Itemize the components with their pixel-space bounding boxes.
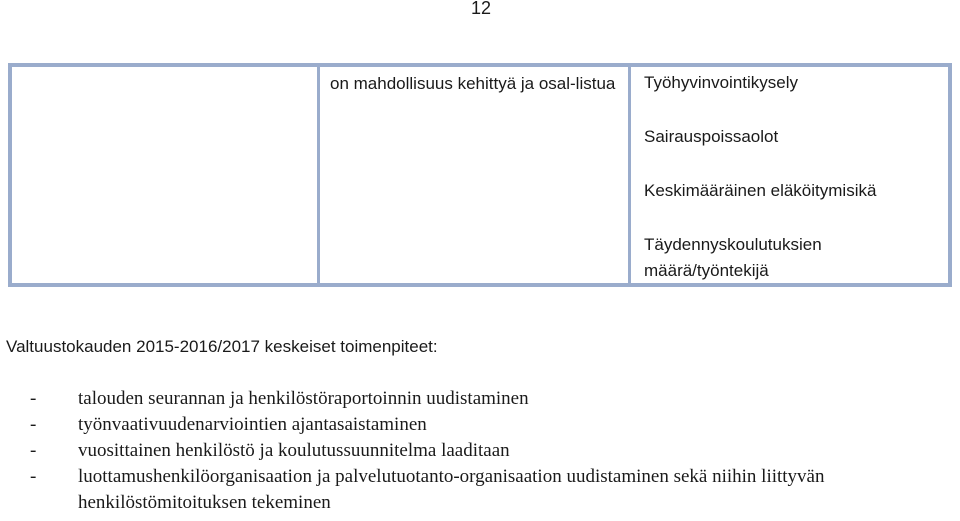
- table-empty-cell: [12, 67, 320, 283]
- list-bullet: -: [30, 388, 37, 409]
- list-bullet: -: [30, 414, 37, 435]
- measures-list: [0, 386, 960, 516]
- list-item: [0, 386, 960, 412]
- table-indicator-cell: [631, 67, 948, 283]
- indicator-item: Työhyvinvointikysely: [644, 73, 799, 92]
- list-bullet: -: [30, 466, 37, 487]
- page-number: 12: [470, 0, 492, 18]
- list-item-text: talouden seurannan ja henkilöstöraportoinnin uudistaminen: [78, 388, 529, 409]
- list-item-text: työnvaativuudenarviointien ajantasaistaminen: [78, 414, 427, 435]
- list-item-text: luottamushenkilöorganisaation ja palvelutuotanto-organisaation uudistaminen sekä niihin liittyvän henkilöstömitoituksen tekeminen: [78, 466, 825, 513]
- indicator-item: Täydennyskoulutuksien määrä/työntekijä: [644, 235, 822, 280]
- list-bullet: -: [30, 440, 37, 461]
- list-item-text: vuosittainen henkilöstö ja koulutussuunnitelma laaditaan: [78, 440, 510, 461]
- indicator-item: Keskimääräinen eläköitymisikä: [644, 181, 877, 200]
- list-item: [0, 412, 960, 438]
- list-item: [0, 438, 960, 464]
- goal-text: on mahdollisuus kehittyä ja osal-listua: [330, 74, 616, 93]
- indicator-table: [8, 63, 952, 287]
- section-heading: Valtuustokauden 2015-2016/2017 keskeiset toimenpiteet:: [6, 337, 438, 356]
- indicator-item: Sairauspoissaolot: [644, 127, 779, 146]
- table-goal-cell: [320, 67, 631, 283]
- list-item: [0, 464, 960, 516]
